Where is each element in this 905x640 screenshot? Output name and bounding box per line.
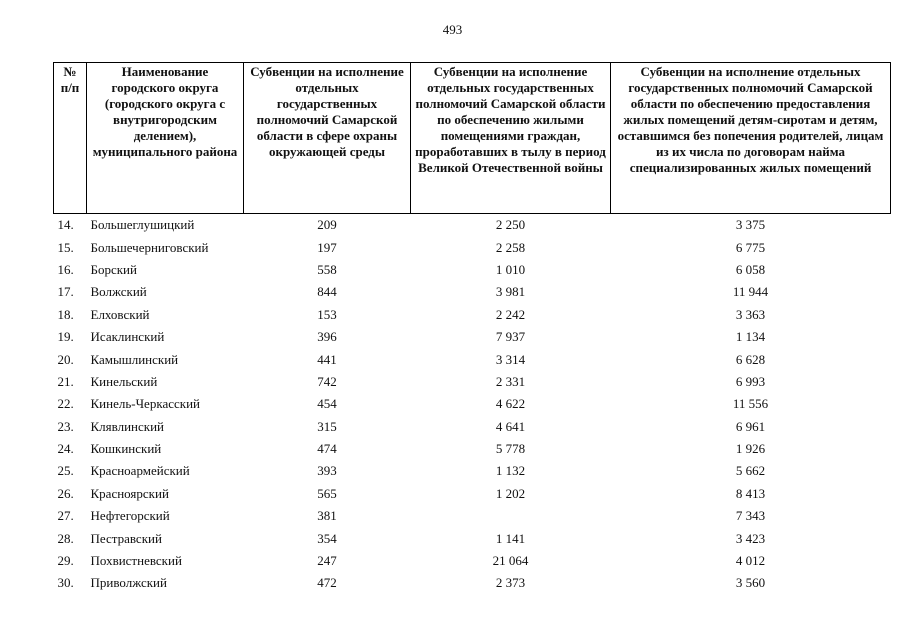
subventions-table <box>53 62 891 595</box>
table-header <box>54 63 891 214</box>
municipality-name: Клявлинский <box>90 418 165 434</box>
table-row <box>54 393 891 415</box>
environment-value: 315 <box>317 418 337 434</box>
environment-value: 381 <box>317 508 337 524</box>
table-row <box>54 483 891 505</box>
orphans-housing-value: 3 423 <box>735 530 766 546</box>
table-row <box>54 527 891 549</box>
table-row <box>54 236 891 258</box>
veterans-housing-value: 2 373 <box>495 575 526 591</box>
orphans-housing-value: 6 628 <box>735 351 766 367</box>
row-number: 18. <box>57 306 74 322</box>
orphans-housing-value: 6 058 <box>735 261 766 277</box>
municipality-name: Борский <box>90 261 137 277</box>
municipality-name: Елховский <box>90 306 150 322</box>
environment-value: 441 <box>317 351 337 367</box>
table-row <box>54 326 891 348</box>
row-number: 28. <box>57 530 74 546</box>
veterans-housing-value: 2 242 <box>495 306 526 322</box>
row-number: 30. <box>57 575 74 591</box>
orphans-housing-value: 7 343 <box>735 508 766 524</box>
table-row <box>54 438 891 460</box>
municipality-name: Кинельский <box>90 373 158 389</box>
veterans-housing-value <box>411 505 611 527</box>
veterans-housing-value: 2 250 <box>495 217 526 233</box>
row-number: 25. <box>57 463 74 479</box>
header-row <box>54 63 891 214</box>
row-number: 22. <box>57 396 74 412</box>
veterans-housing-value: 2 258 <box>495 239 526 255</box>
row-number: 16. <box>57 261 74 277</box>
orphans-housing-value: 11 556 <box>732 396 769 412</box>
environment-value: 209 <box>317 217 337 233</box>
municipality-name: Волжский <box>90 284 147 300</box>
header-orphans-housing-subvention: Субвенции на исполнение отдельных государственных полномочий Самарской области по обеспечению предоставления жилых помещений детям-сиротам и детям, оставшимся без попечения родителей, лицам из их числа по договорам найма специализированных жилых помещений <box>611 63 891 214</box>
orphans-housing-value: 3 560 <box>735 575 766 591</box>
table-body <box>54 214 891 595</box>
header-veterans-housing-subvention: Субвенции на исполнение отдельных государственных полномочий Самарской области по обеспечению жилыми помещениями граждан, проработавших в тылу в период Великой Отечественной войны <box>411 63 611 214</box>
table-row <box>54 371 891 393</box>
orphans-housing-value: 4 012 <box>735 553 766 569</box>
table-row <box>54 304 891 326</box>
environment-value: 472 <box>317 575 337 591</box>
environment-value: 393 <box>317 463 337 479</box>
orphans-housing-value: 3 375 <box>735 217 766 233</box>
veterans-housing-value: 1 141 <box>495 530 526 546</box>
header-environment-subvention: Субвенции на исполнение отдельных государственных полномочий Самарской области в сфере охраны окружающей среды <box>244 63 411 214</box>
municipality-name: Большечерниговский <box>90 239 209 255</box>
row-number: 20. <box>57 351 74 367</box>
veterans-housing-value: 4 622 <box>495 396 526 412</box>
environment-value: 565 <box>317 485 337 501</box>
environment-value: 844 <box>317 284 337 300</box>
table-row <box>54 572 891 594</box>
orphans-housing-value: 5 662 <box>735 463 766 479</box>
row-number: 19. <box>57 329 74 345</box>
veterans-housing-value: 1 202 <box>495 485 526 501</box>
orphans-housing-value: 6 961 <box>735 418 766 434</box>
municipality-name: Кинель-Черкасский <box>90 396 200 412</box>
table-row <box>54 416 891 438</box>
row-number: 21. <box>57 373 74 389</box>
environment-value: 354 <box>317 530 337 546</box>
row-number: 14. <box>57 217 74 233</box>
row-number: 24. <box>57 441 74 457</box>
header-number: № п/п <box>54 63 87 214</box>
environment-value: 454 <box>317 396 337 412</box>
environment-value: 247 <box>317 553 337 569</box>
table-row <box>54 214 891 237</box>
table-row <box>54 550 891 572</box>
row-number: 26. <box>57 485 74 501</box>
municipality-name: Нефтегорский <box>90 508 170 524</box>
veterans-housing-value: 1 010 <box>495 261 526 277</box>
municipality-name: Красноярский <box>90 485 169 501</box>
page-number: 493 <box>442 22 463 37</box>
row-number: 27. <box>57 508 74 524</box>
orphans-housing-value: 8 413 <box>735 485 766 501</box>
municipality-name: Приволжский <box>90 575 167 591</box>
municipality-name: Красноармейский <box>90 463 190 479</box>
row-number: 29. <box>57 553 74 569</box>
veterans-housing-value: 21 064 <box>492 553 529 569</box>
municipality-name: Камышлинский <box>90 351 179 367</box>
table-row <box>54 505 891 527</box>
orphans-housing-value: 11 944 <box>732 284 769 300</box>
row-number: 15. <box>57 239 74 255</box>
veterans-housing-value: 5 778 <box>495 441 526 457</box>
orphans-housing-value: 6 775 <box>735 239 766 255</box>
header-municipality: Наименование городского округа (городского округа с внутригородским делением), муниципального района <box>87 63 244 214</box>
municipality-name: Большеглушицкий <box>90 217 195 233</box>
orphans-housing-value: 6 993 <box>735 373 766 389</box>
veterans-housing-value: 3 981 <box>495 284 526 300</box>
municipality-name: Кошкинский <box>90 441 162 457</box>
row-number: 23. <box>57 418 74 434</box>
table-row <box>54 348 891 370</box>
orphans-housing-value: 3 363 <box>735 306 766 322</box>
municipality-name: Исаклинский <box>90 329 165 345</box>
veterans-housing-value: 2 331 <box>495 373 526 389</box>
orphans-housing-value: 1 926 <box>735 441 766 457</box>
environment-value: 396 <box>317 329 337 345</box>
veterans-housing-value: 7 937 <box>495 329 526 345</box>
veterans-housing-value: 3 314 <box>495 351 526 367</box>
environment-value: 558 <box>317 261 337 277</box>
environment-value: 153 <box>317 306 337 322</box>
orphans-housing-value: 1 134 <box>735 329 766 345</box>
table-row <box>54 281 891 303</box>
veterans-housing-value: 4 641 <box>495 418 526 434</box>
row-number: 17. <box>57 284 74 300</box>
environment-value: 197 <box>317 239 337 255</box>
table-row <box>54 259 891 281</box>
municipality-name: Пестравский <box>90 530 162 546</box>
environment-value: 742 <box>317 373 337 389</box>
veterans-housing-value: 1 132 <box>495 463 526 479</box>
municipality-name: Похвистневский <box>90 553 182 569</box>
environment-value: 474 <box>317 441 337 457</box>
table-row <box>54 460 891 482</box>
